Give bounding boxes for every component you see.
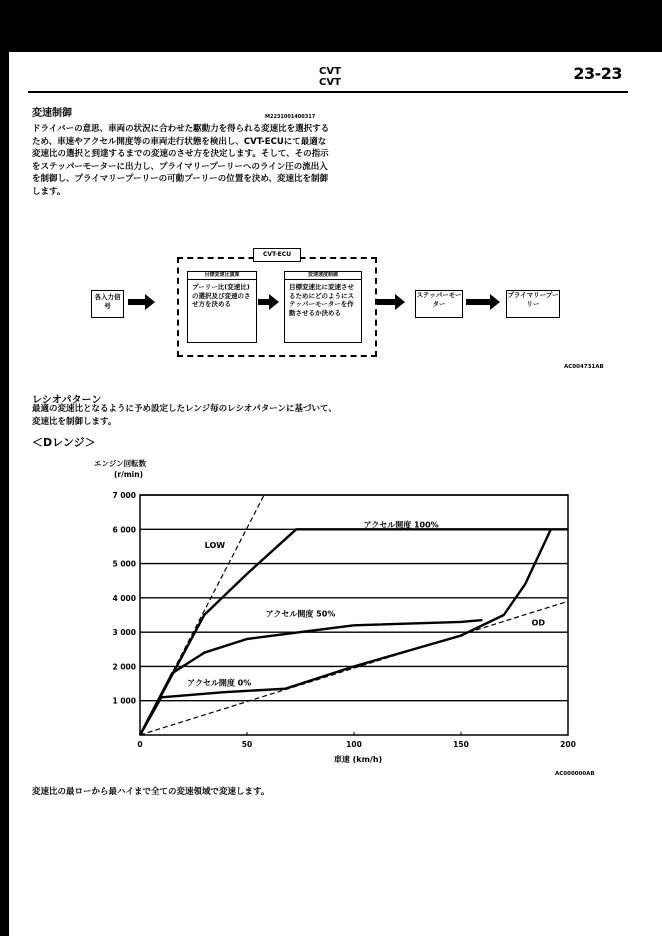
y-tick-label: 6 000 bbox=[112, 525, 136, 535]
target-ratio-header: 目標変速比演算 bbox=[188, 272, 256, 280]
section-code: M2231001400317 bbox=[265, 114, 316, 120]
y-tick-label: 4 000 bbox=[112, 593, 136, 603]
series-label: OD bbox=[531, 618, 546, 628]
series-label: LOW bbox=[204, 541, 226, 551]
footer-note: 変速比の最ローから最ハイまで全ての変速領域で変速します。 bbox=[32, 787, 270, 797]
x-tick-label: 150 bbox=[453, 740, 469, 749]
chart-code: AC000000AB bbox=[555, 771, 595, 777]
ecu-label: CVT-ECU bbox=[253, 248, 301, 262]
y-axis-label: エンジン回転数 bbox=[94, 459, 147, 468]
primary-pulley-box: プライマリープーリー bbox=[506, 290, 560, 318]
header-line-1: CVT bbox=[319, 66, 341, 77]
series-label: アクセル開度 50% bbox=[265, 609, 336, 619]
x-axis-label: 車速 (km/h) bbox=[333, 755, 383, 764]
shift-speed-body: 目標変速比に変速させるためにどのようにステッパーモーターを作動させるか決める bbox=[289, 283, 354, 317]
x-tick-label: 0 bbox=[137, 740, 143, 749]
section-title: 変速制御 bbox=[32, 108, 72, 119]
y-tick-label: 7 000 bbox=[112, 491, 136, 500]
header-line-2: CVT bbox=[319, 77, 341, 88]
y-tick-label: 3 000 bbox=[112, 628, 136, 638]
series-line-3 bbox=[140, 495, 264, 735]
y-axis-unit: (r/min) bbox=[114, 470, 144, 479]
y-tick-label: 2 000 bbox=[112, 662, 136, 672]
x-tick-label: 100 bbox=[346, 740, 362, 749]
ratio-body: 最適の変速比となるように予め設定したレンジ毎のレシオパターンに基づいて、変速比を制御します。 bbox=[32, 404, 337, 427]
page-number: 23-23 bbox=[573, 64, 622, 83]
section-body: ドライバーの意思、車両の状況に合わせた駆動力を得られる変速比を選択するため、車速やアクセル開度等の車両走行状態を検出し、CVT-ECUにて最適な変速比の選択と到達するまでの変速のさせ方を決定します。そして、その指示をステッパーモーターに出力し、プライマリープーリーへのライン圧の流出入を制御し、プライマリープーリーの可動プーリーの位置を決め、変速比を制御します。 bbox=[32, 124, 330, 197]
x-tick-label: 50 bbox=[241, 740, 253, 749]
stepper-motor-box: ステッパーモーター bbox=[415, 290, 463, 318]
shift-speed-header: 変速速度制御 bbox=[285, 272, 361, 280]
target-ratio-body: プーリー比(変速比)の選択及び変速のさせ方を決める bbox=[192, 283, 251, 308]
y-tick-label: 5 000 bbox=[112, 559, 136, 569]
series-line-4 bbox=[140, 601, 568, 735]
diagram-code: AC004731AB bbox=[564, 364, 604, 370]
input-signals-box: 各入力信号 bbox=[91, 290, 124, 318]
y-tick-label: 1 000 bbox=[112, 696, 136, 706]
series-label: アクセル開度 100% bbox=[363, 520, 439, 530]
series-label: アクセル開度 0% bbox=[187, 678, 252, 688]
ratio-title: レシオパターン bbox=[32, 395, 102, 406]
x-tick-label: 200 bbox=[560, 740, 576, 749]
range-label: ＜Dレンジ＞ bbox=[32, 436, 96, 449]
